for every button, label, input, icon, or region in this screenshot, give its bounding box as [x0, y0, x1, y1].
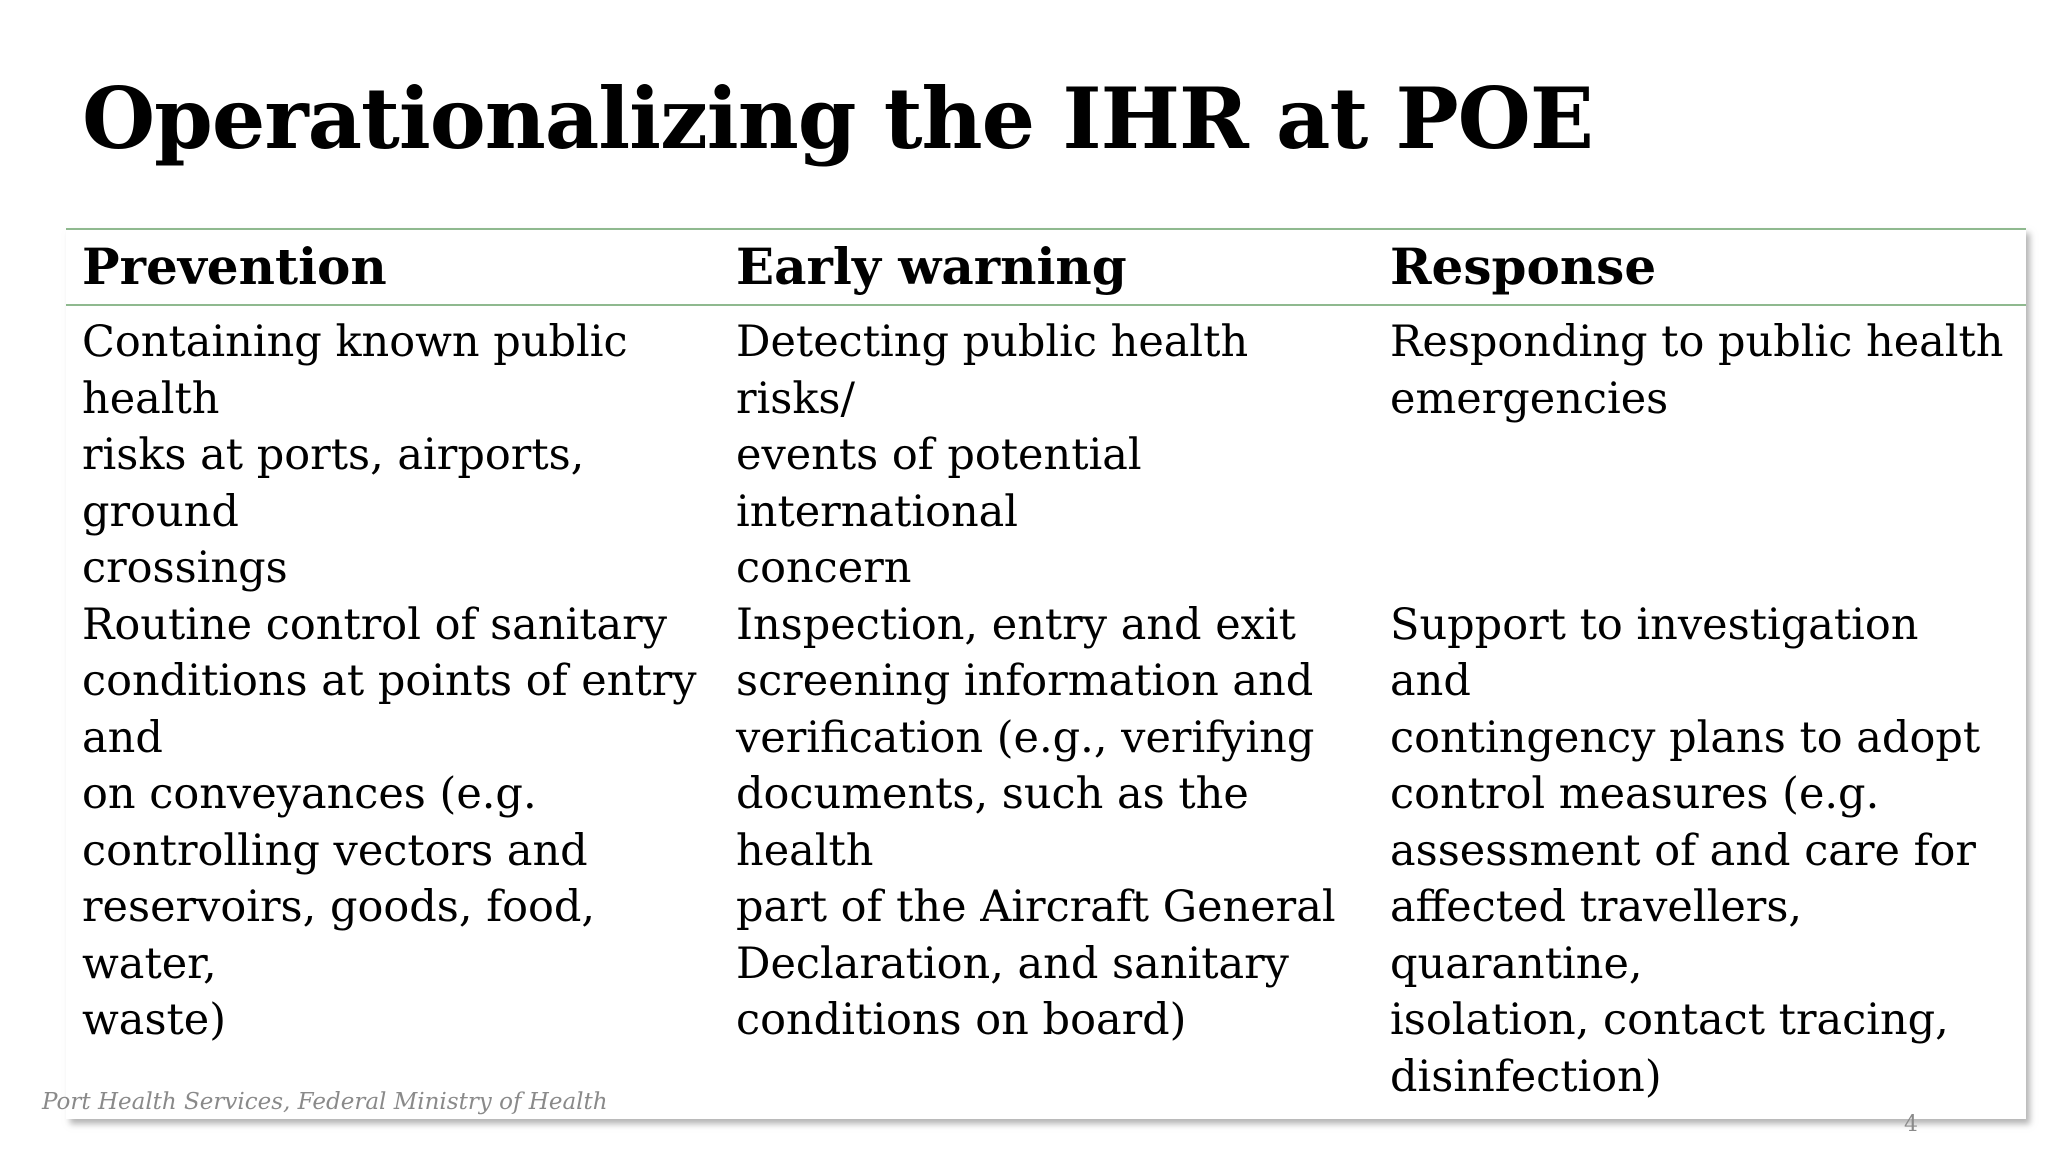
slide-title: Operationalizing the IHR at POE — [82, 69, 1593, 168]
header-response: Response — [1390, 237, 1657, 296]
cell-prevention-purpose: Containing known public health risks at ports, airports, ground crossings — [82, 317, 628, 593]
table-header-row — [66, 229, 2026, 305]
ihr-poe-table — [66, 228, 2026, 1119]
table-row — [66, 597, 2026, 1120]
table-row — [66, 305, 2026, 597]
cell-early-warning-purpose: Detecting public health risks/ events of potential international concern — [736, 317, 1249, 593]
cell-response-purpose: Responding to public health emergencies — [1390, 317, 2004, 424]
footer-source: Port Health Services, Federal Ministry of Health — [42, 1089, 608, 1115]
cell-response-activities: Support to investigation and contingency plans to adopt control measures (e.g. assessment of and care for affected travellers, quarantine, isolation, contact tracing, disinfection) — [1390, 599, 1981, 1102]
header-early-warning: Early warning — [736, 237, 1127, 296]
header-prevention: Prevention — [82, 237, 387, 296]
page-number: 4 — [1904, 1112, 1918, 1137]
cell-early-warning-activities: Inspection, entry and exit screening information and verification (e.g., verifying documents, such as the health part of the Aircraft General Declaration, and sanitary conditions on board) — [736, 599, 1336, 1045]
cell-prevention-activities: Routine control of sanitary conditions at points of entry and on conveyances (e.g. controlling vectors and reservoirs, goods, food, water, waste) — [82, 599, 697, 1045]
